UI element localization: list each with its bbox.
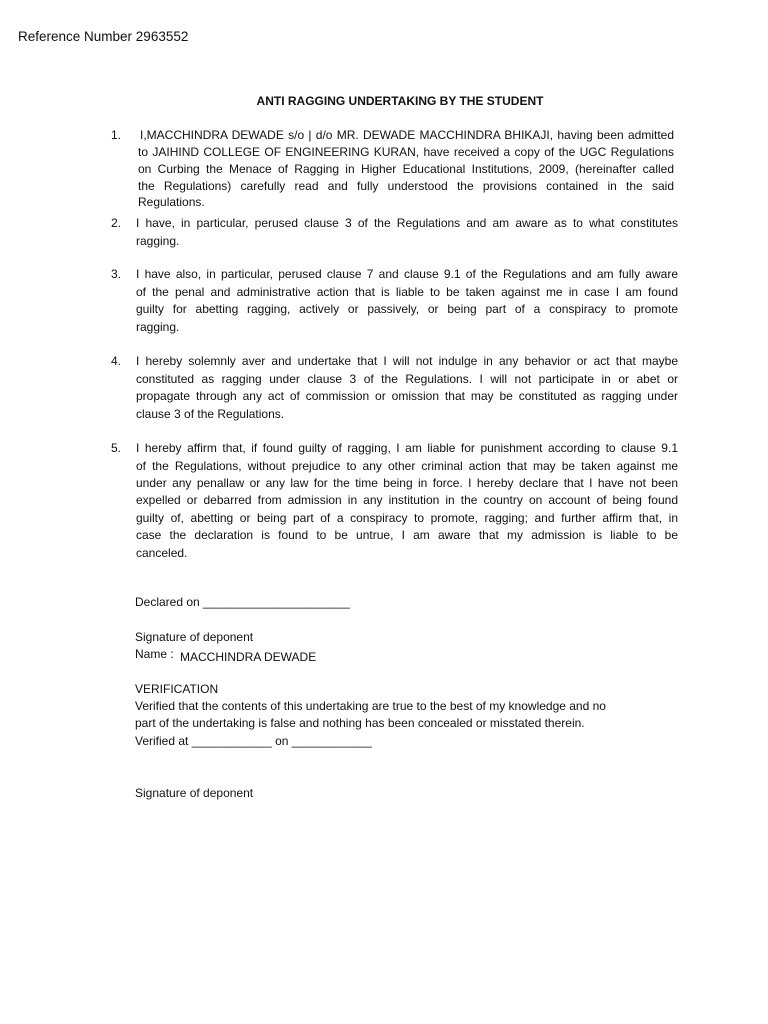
clause-line: of the Regulations, without prejudice to any other criminal action that may be taken against me xyxy=(136,459,678,473)
verified-at-field: Verified at ____________ on ____________ xyxy=(135,734,372,748)
clause-line: I have also, in particular, perused clause 7 and clause 9.1 of the Regulations and am fully aware xyxy=(136,267,678,281)
signature-label-2: Signature of deponent xyxy=(135,786,254,800)
clause-line: expelled or debarred from admission in any institution in the country on account of being found xyxy=(136,493,678,507)
clause-number: 5. xyxy=(111,441,122,455)
document-title: ANTI RAGGING UNDERTAKING BY THE STUDENT xyxy=(256,94,544,108)
clause-line: under any penallaw or any law for the time being in force. I hereby declare that I have not been xyxy=(136,476,678,490)
clause-line: clause 3 of the Regulations. xyxy=(136,407,285,421)
clause-line: case the declaration is found to be untrue, I am aware that my admission is liable to be xyxy=(136,528,678,542)
clause-line: ragging. xyxy=(136,320,180,334)
declared-on-field: Declared on ______________________ xyxy=(135,595,350,609)
clause-number: 4. xyxy=(111,354,122,368)
verification-heading: VERIFICATION xyxy=(135,682,219,696)
clause-number: 2. xyxy=(111,216,122,230)
signature-label-1: Signature of deponent xyxy=(135,630,254,644)
clause-line: canceled. xyxy=(136,546,188,560)
clause-line: constituted as ragging under clause 3 of the Regulations. I will not participate in or abet or xyxy=(136,372,678,386)
clause-line: Regulations. xyxy=(138,195,205,209)
clause-line: I,MACCHINDRA DEWADE s/o | d/o MR. DEWADE MACCHINDRA BHIKAJI, having been admitted xyxy=(140,128,674,142)
clause-line: I have, in particular, perused clause 3 of the Regulations and am aware as to what constitutes xyxy=(136,216,678,230)
clause-number: 3. xyxy=(111,267,122,281)
verification-line: Verified that the contents of this undertaking are true to the best of my knowledge and no xyxy=(135,699,606,713)
verification-line: part of the undertaking is false and nothing has been concealed or misstated therein. xyxy=(135,716,585,730)
clause-line: I hereby affirm that, if found guilty of ragging, I am liable for punishment according to clause 9.1 xyxy=(136,441,678,455)
clause-line: guilty for abetting ragging, actively or passively, or being part of a conspiracy to promote xyxy=(136,302,678,316)
clause-line: guilty of, abetting or being part of a conspiracy to promote, ragging; and further affirm that, in xyxy=(136,511,678,525)
reference-number: Reference Number 2963552 xyxy=(18,29,189,44)
clause-line: to JAIHIND COLLEGE OF ENGINEERING KURAN, have received a copy of the UGC Regulations xyxy=(138,145,674,159)
clause-line: the Regulations) carefully read and fully understood the provisions contained in the said xyxy=(138,179,674,193)
clause-number: 1. xyxy=(111,128,122,142)
name-value: MACCHINDRA DEWADE xyxy=(180,650,317,664)
clause-line: ragging. xyxy=(136,234,180,248)
clause-line: on Curbing the Menace of Ragging in Higher Educational Institutions, 2009, (hereinafter called xyxy=(138,162,674,176)
clause-line: I hereby solemnly aver and undertake that I will not indulge in any behavior or act that maybe xyxy=(136,354,678,368)
clause-line: propagate through any act of commission or omission that may be constituted as ragging under xyxy=(136,389,678,403)
name-label: Name : xyxy=(135,647,174,661)
clause-line: of the penal and administrative action that is liable to be taken against me in case I am found xyxy=(136,285,678,299)
